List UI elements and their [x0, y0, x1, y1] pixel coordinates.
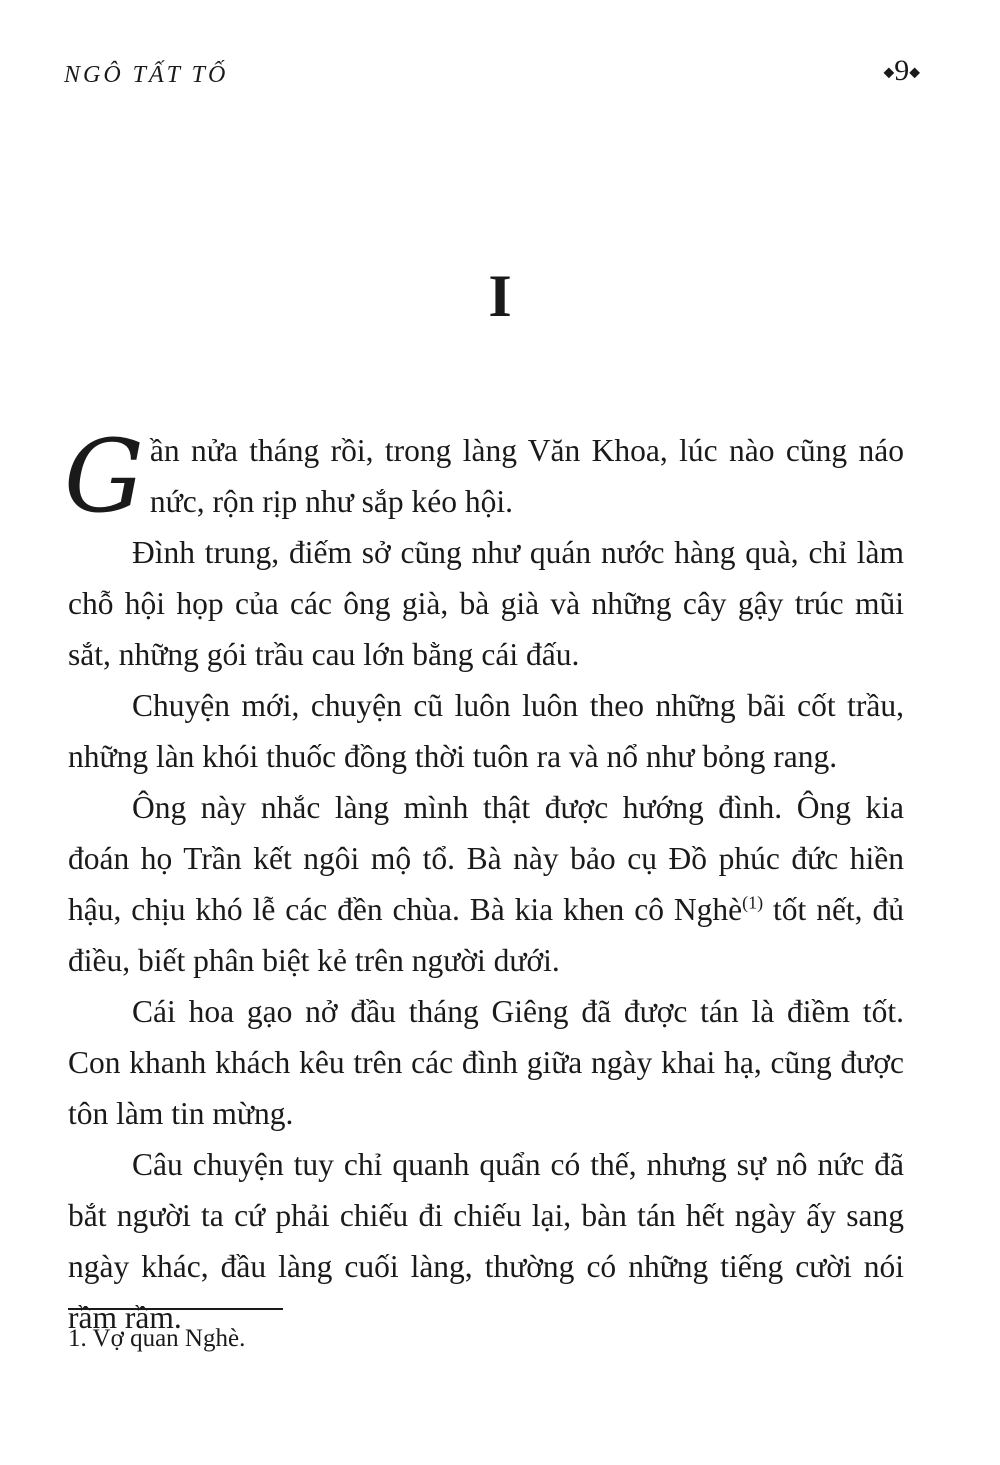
ornament-left-icon: ◆: [883, 65, 895, 81]
paragraph-3: Chuyện mới, chuyện cũ luôn luôn theo những bãi cốt trầu, những làn khói thuốc đồng thời tuôn ra và nổ như bỏng rang.: [68, 688, 904, 774]
paragraph-4: [68, 782, 904, 986]
ornament-right-icon: ◆: [909, 65, 920, 81]
page-number: [883, 54, 920, 88]
footnote: 1. Vợ quan Nghè.: [68, 1325, 246, 1352]
paragraph-4-text-b: tốt nết, đủ điều, biết phân biệt kẻ trên người dưới.: [68, 892, 904, 978]
paragraph-6: Câu chuyện tuy chỉ quanh quẩn có thế, nhưng sự nô nức đã bắt người ta cứ phải chiếu đi chiếu lại, bàn tán hết ngày ấy sang ngày khác, đầu làng cuối làng, thường có những tiếng cười nói rầm rầm.: [68, 1147, 904, 1335]
drop-cap: G: [64, 418, 144, 535]
running-header-author: NGÔ TẤT TỐ: [64, 62, 229, 88]
paragraph-2: Đình trung, điếm sở cũng như quán nước hàng quà, chỉ làm chỗ hội họp của các ông già, bà già và những cây gậy trúc mũi sắt, những gói trầu cau lớn bằng cái đấu.: [68, 535, 904, 672]
page-number-value: 9: [894, 54, 910, 87]
paragraph-1-text: ần nửa tháng rồi, trong làng Văn Khoa, lúc nào cũng náo nức, rộn rịp như sắp kéo hội.: [149, 433, 904, 519]
paragraph-5: Cái hoa gạo nở đầu tháng Giêng đã được tán là điềm tốt. Con khanh khách kêu trên các đình giữa ngày khai hạ, cũng được tôn làm tin mừng.: [68, 994, 904, 1131]
paragraph-1: [64, 418, 904, 535]
paragraph-4-text-a: Ông này nhắc làng mình thật được hướng đình. Ông kia đoán họ Trần kết ngôi mộ tổ. Bà này bảo cụ Đồ phúc đức hiền hậu, chịu khó lễ các đền chùa. Bà kia khen cô Nghè: [68, 790, 904, 927]
footnote-reference: (1): [742, 892, 764, 913]
body-text: [64, 418, 904, 1343]
chapter-title: I: [488, 263, 512, 329]
footnote-divider: [68, 1308, 283, 1310]
